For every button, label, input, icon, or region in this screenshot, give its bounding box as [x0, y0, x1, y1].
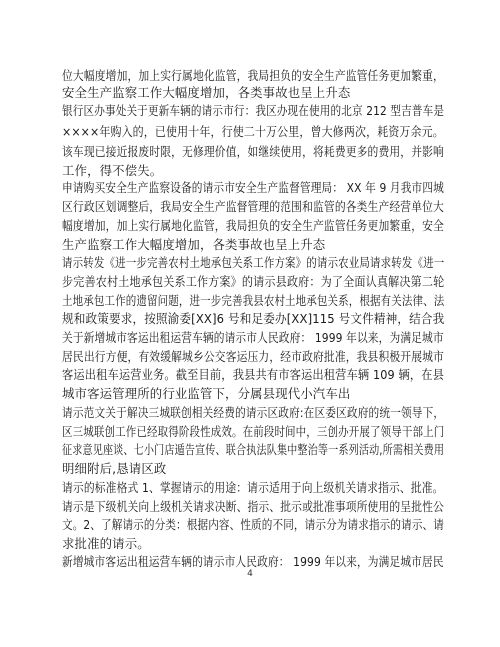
text-line: 步完善农村土地承包关系工作方案》的请示县政府：为了全面认真解决第二轮: [62, 274, 445, 289]
text-line: 请示是下级机关向上级机关请求决断、指示、批示或批准事项所使用的呈批性公: [62, 499, 444, 514]
text-line: 城市客运管理所的行业监管下，分属县现代小汽车出: [62, 386, 351, 401]
text-line: 文。2、了解请示的分类：根据内容、性质的不同，请示分为请求指示的请示、请: [62, 517, 444, 532]
text-line: 求批准的请示。: [62, 536, 150, 551]
text-line: 请示范文关于解决三城联创相关经费的请示区政府:在区委区政府的统一领导下，: [62, 405, 445, 420]
text-line: 请示的标准格式 1、掌握请示的用途：请示适用于向上级机关请求指示、批准。: [62, 480, 444, 495]
text-line: 新增城市客运出租运营车辆的请示市人民政府： 1999 年以来，为满足城市居民: [62, 554, 444, 569]
text-line: 申请购买安全生产监察设备的请示市安全生产监督管理局： XX 年 9 月我市四城: [62, 180, 444, 195]
text-line: 位大幅度增加，加上实行属地化监管，我局担负的安全生产监管任务更加繁重，: [62, 68, 444, 83]
text-line: 规和政策要求，按照渝委[XX]6 号和足委办[XX]115 号文件精神，结合我: [62, 311, 445, 326]
text-line: 该车现已接近报废时限，无修理价值，如继续使用，将耗费更多的费用，并影响: [62, 144, 444, 159]
text-line: 征求意见座谈、七小门店遁告宣传、联合执法队集中整治等一系列活动,所需相关费用: [62, 442, 445, 457]
text-line: 明细附后,恳请区政: [62, 461, 167, 476]
text-line: 生产监察工作大幅度增加，各类事故也呈上升态: [62, 237, 326, 252]
text-line: 幅度增加，加上实行属地化监管，我局担负的安全生产监管任务更加繁重，安全: [62, 218, 444, 233]
text-line: 客运出租车运营业务。截至目前，我县共有市客运出租营车辆 109 辆，在县: [62, 367, 445, 382]
text-line: 请示转发《进一步完善农村土地承包关系工作方案》的请示农业局请求转发《进一: [62, 255, 445, 270]
text-line: 区行政区划调整后，我局安全生产监督管理的范围和监管的各类生产经营单位大: [62, 199, 444, 214]
text-line: ××××年购入的，已使用十年，行使二十万公里，曾大修两次，耗资万余元。: [62, 124, 444, 139]
text-line: 土地承包工作的遗留问题，进一步完善我县农村土地承包关系，根据有关法律、法: [62, 293, 445, 308]
text-line: 关于新增城市客运出租运营车辆的请示市人民政府： 1999 年以来，为满足城市: [62, 330, 444, 345]
text-line: 工作，得不偿失。: [62, 163, 163, 178]
text-line: 居民出行方便，有效缓解城乡公交客运压力，经市政府批准，我县积极开展城市: [62, 349, 444, 364]
page-number: 4: [247, 569, 253, 579]
text-line: 区三城联创工作已经取得阶段性成效。在前段时间中，三创办开展了领导干部上门: [62, 424, 445, 439]
text-line: 银行区办事处关于更新车辆的请示市行：我区办现在使用的北京 212 型吉普车是: [62, 103, 445, 118]
text-line: 安全生产监察工作大幅度增加，各类事故也呈上升态: [62, 85, 351, 100]
